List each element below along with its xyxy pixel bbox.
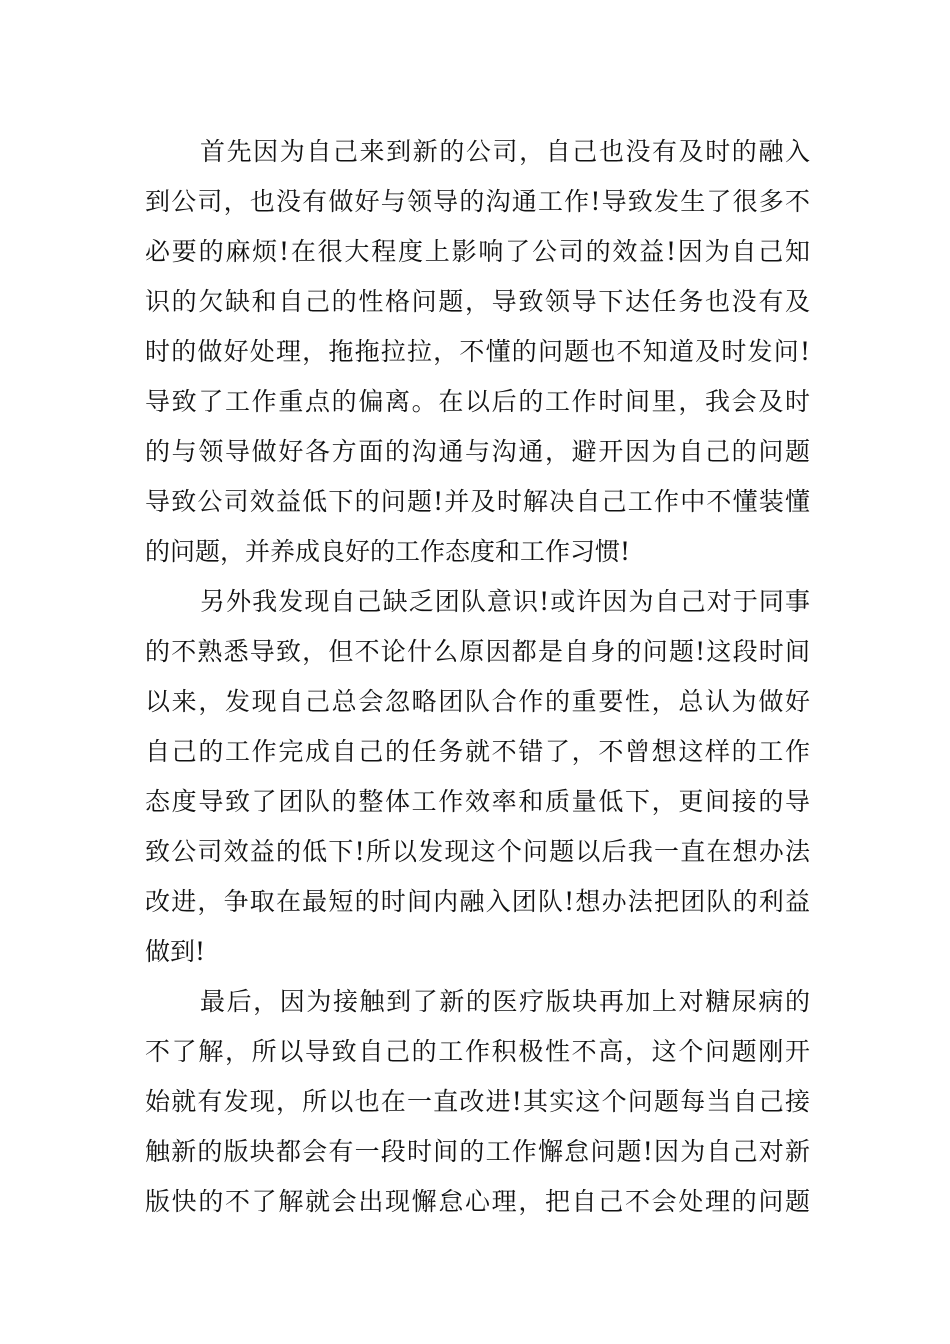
text-line: 致公司效益的低下!所以发现这个问题以后我一直在想办法 [145, 837, 810, 866]
text-line: 的不熟悉导致，但不论什么原因都是自身的问题!这段时间 [145, 637, 810, 666]
text-line: 触新的版块都会有一段时间的工作懈怠问题!因为自己对新 [145, 1137, 810, 1166]
text-line: 到公司，也没有做好与领导的沟通工作!导致发生了很多不 [145, 187, 810, 216]
text-line: 态度导致了团队的整体工作效率和质量低下，更间接的导 [145, 787, 810, 816]
paragraph [145, 577, 810, 977]
text-line: 的与领导做好各方面的沟通与沟通，避开因为自己的问题 [145, 437, 810, 466]
text-line: 识的欠缺和自己的性格问题，导致领导下达任务也没有及 [145, 287, 810, 316]
text-line: 最后，因为接触到了新的医疗版块再加上对糖尿病的 [200, 987, 810, 1016]
text-line: 自己的工作完成自己的任务就不错了，不曾想这样的工作 [145, 737, 810, 766]
paragraph [145, 977, 810, 1227]
text-line: 改进，争取在最短的时间内融入团队!想办法把团队的利益 [145, 887, 810, 916]
paragraph [145, 127, 810, 577]
text-line: 以来，发现自己总会忽略团队合作的重要性，总认为做好 [145, 687, 810, 716]
text-line: 的问题，并养成良好的工作态度和工作习惯! [145, 537, 631, 566]
text-line: 导致公司效益低下的问题!并及时解决自己工作中不懂装懂 [145, 487, 810, 516]
text-line: 不了解，所以导致自己的工作积极性不高，这个问题刚开 [145, 1037, 810, 1066]
text-line: 首先因为自己来到新的公司，自己也没有及时的融入 [200, 137, 810, 166]
text-line: 做到! [145, 937, 206, 966]
text-line: 必要的麻烦!在很大程度上影响了公司的效益!因为自己知 [145, 237, 810, 266]
document-body [145, 127, 810, 1227]
text-line: 版快的不了解就会出现懈怠心理，把自己不会处理的问题 [145, 1187, 810, 1216]
text-line: 时的做好处理，拖拖拉拉，不懂的问题也不知道及时发问! [145, 337, 810, 366]
text-line: 导致了工作重点的偏离。在以后的工作时间里，我会及时 [145, 387, 810, 416]
text-line: 另外我发现自己缺乏团队意识!或许因为自己对于同事 [200, 587, 810, 616]
text-line: 始就有发现，所以也在一直改进!其实这个问题每当自己接 [145, 1087, 810, 1116]
